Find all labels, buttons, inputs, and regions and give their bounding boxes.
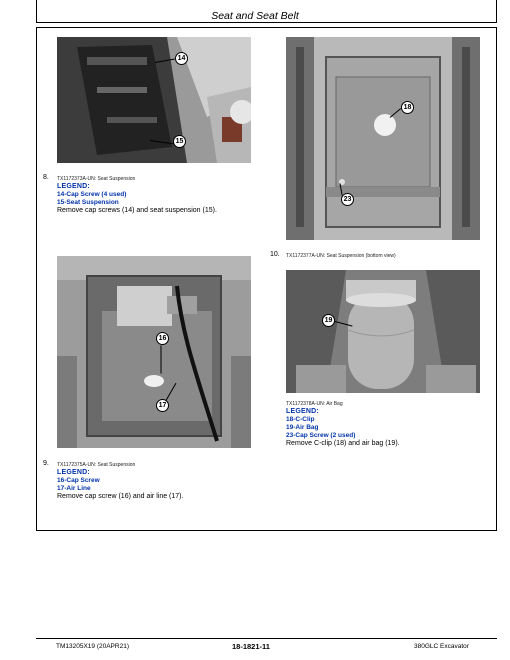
legend-item-17: 17-Air Line — [57, 485, 91, 492]
legend-title-step10: LEGEND: — [286, 408, 319, 415]
instruction-step9: Remove cap screw (16) and air line (17). — [57, 493, 184, 500]
legend-title-step8: LEGEND: — [57, 183, 90, 190]
callout-23: 23 — [341, 193, 354, 206]
callout-15: 15 — [173, 135, 186, 148]
callout-19: 19 — [322, 314, 335, 327]
section-title: Seat and Seat Belt — [211, 10, 299, 22]
footer-divider — [36, 638, 497, 639]
legend-item-23: 23-Cap Screw (2 used) — [286, 432, 356, 439]
caption-step8: TX1172373A-UN: Seat Suspension — [57, 176, 136, 182]
legend-item-15: 15-Seat Suspension — [57, 199, 119, 206]
callout-16: 16 — [156, 332, 169, 345]
step-number-10: 10. — [270, 251, 280, 258]
caption-bottom-view: TX1172377A-UN: Seat Suspension (bottom view) — [286, 253, 396, 259]
legend-item-16: 16-Cap Screw — [57, 477, 100, 484]
callout-18: 18 — [401, 101, 414, 114]
legend-item-19: 19-Air Bag — [286, 424, 319, 431]
photo-seat-suspension-bottom-view — [286, 37, 480, 240]
header-divider — [36, 22, 497, 23]
legend-item-14: 14-Cap Screw (4 used) — [57, 191, 127, 198]
callout-14: 14 — [175, 52, 188, 65]
legend-title-step9: LEGEND: — [57, 469, 90, 476]
photo-seat-suspension-step8 — [57, 37, 251, 163]
footer-doc-id: TM13205X19 (20APR21) — [56, 643, 129, 650]
step-number-9: 9. — [43, 460, 49, 467]
caption-step9: TX1172375A-UN: Seat Suspension — [57, 462, 136, 468]
caption-air-bag: TX1172378A-UN: Air Bag — [286, 401, 343, 407]
photo-seat-suspension-step9 — [57, 256, 251, 448]
photo-air-bag — [286, 270, 480, 393]
footer-model: 380GLC Excavator — [414, 643, 469, 650]
instruction-step8: Remove cap screws (14) and seat suspension (15). — [57, 207, 217, 214]
instruction-step10: Remove C-clip (18) and air bag (19). — [286, 440, 400, 447]
footer-page-number: 18-1821-11 — [232, 642, 270, 651]
leader-line-16 — [161, 346, 162, 374]
legend-item-18: 18-C-Clip — [286, 416, 315, 423]
step-number-8: 8. — [43, 174, 49, 181]
callout-17: 17 — [156, 399, 169, 412]
